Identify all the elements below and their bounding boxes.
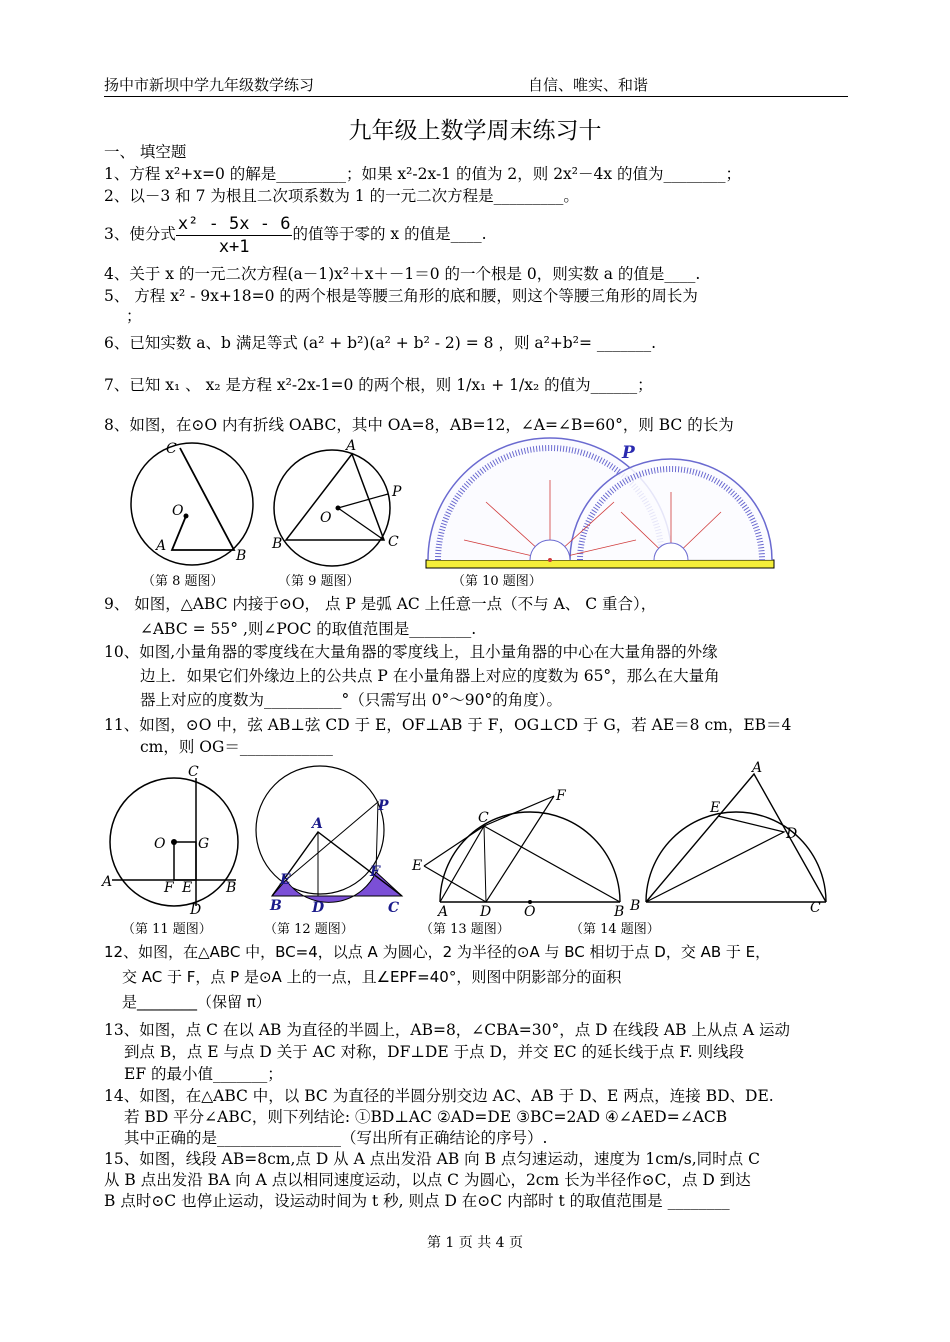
question-3 [104,212,487,258]
question-15-line1: 15、如图，线段 AB=8cm,点 D 从 A 点出发沿 AB 向 B 点匀速运动，速度为 1cm/s,同时点 C [104,1150,760,1168]
question-10-line2: 边上．如果它们外缘边上的公共点 P 在小量角器上对应的度数为 65°，那么在大量角 [140,667,720,685]
figure-13 [410,786,625,920]
f11-label-c: C [188,764,199,780]
f8-label-o: O [172,503,184,519]
header-right: 自信、唯实、和谐 [528,76,649,94]
f13-label-c: C [478,810,489,826]
caption-fig10: （第 10 题图） [452,574,542,589]
header-rule [104,96,848,97]
figure-11 [102,762,242,918]
f8-label-a: A [156,538,167,554]
q3-fraction [176,213,293,258]
f13-label-e: E [412,858,423,874]
f9-label-a: A [346,438,357,454]
f9-label-b: B [272,536,283,552]
figure-9 [268,436,408,566]
question-5-line2: ； [126,307,142,325]
question-12-line2: 交 AC 于 F，点 P 是⊙A 上的一点，且∠EPF=40°，则图中阴影部分的面积 [122,968,622,986]
caption-fig9: （第 9 题图） [278,574,360,589]
q3-denominator: x+1 [218,236,250,257]
f14-label-b: B [630,898,641,914]
question-8: 8、如图，在⊙O 内有折线 OABC，其中 OA=8，AB=12，∠A=∠B=60°，则 BC 的长为 [104,416,734,434]
question-12-line3: 是________（保留 π） [122,993,271,1011]
section-heading: 一、 填空题 [104,143,187,161]
q3-prefix: 3、使分式 [104,225,176,243]
f10-label-p: P [622,443,635,463]
f14-label-c: C [810,900,821,916]
question-9-line2: ∠ABC = 55° ,则∠POC 的取值范围是________. [140,620,477,638]
f11-label-f: F [164,880,174,896]
f13-label-d: D [480,904,492,920]
f12-label-e: E [280,872,291,888]
q3-numerator: x² - 5x - 6 [177,213,291,234]
question-9-line1: 9、 如图，△ABC 内接于⊙O， 点 P 是弧 AC 上任意一点（不与 A、 C 重合）， [104,595,657,613]
figure-10 [426,440,776,570]
base-ruler [426,560,774,568]
question-11-line1: 11、如图，⊙O 中，弦 AB⊥弦 CD 于 E，OF⊥AB 于 F，OG⊥CD 于 G，若 AE＝8 cm，EB＝4 [104,716,792,734]
question-10-line1: 10、如图,小量角器的零度线在大量角器的零度线上，且小量角器的中心在大量角器的外缘 [104,643,718,661]
f13-label-b: B [614,904,625,920]
f12-label-c: C [388,900,400,916]
f11-label-a: A [102,874,113,890]
question-13-line3: EF 的最小值_______； [124,1065,283,1083]
caption-fig14: （第 14 题图） [570,922,660,937]
f12-label-f: F [370,864,380,880]
question-15-line3: B 点时⊙C 也停止运动，设运动时间为 t 秒, 则点 D 在⊙C 内部时 t 的取值范围是 ________ [104,1192,730,1210]
question-10-line3: 器上对应的度数为__________°（只需写出 0°～90°的角度）。 [140,691,563,709]
question-13-line1: 13、如图，点 C 在以 AB 为直径的半圆上，AB=8，∠CBA=30°，点 D 在线段 AB 上从点 A 运动 [104,1021,790,1039]
question-5-line1: 5、 方程 x² - 9x+18=0 的两个根是等腰三角形的底和腰，则这个等腰三角形的周长为 [104,287,698,305]
f9-label-p: P [392,484,402,500]
f14-label-e: E [710,800,721,816]
q3-suffix: 的值等于零的 x 的值是____. [292,225,487,243]
f12-label-b: B [270,898,282,914]
f14-label-a: A [752,760,763,776]
f11-label-d: D [190,902,202,918]
f11-label-g: G [198,836,210,852]
f13-label-o: O [524,904,536,920]
question-2: 2、以－3 和 7 为根且二次项系数为 1 的一元二次方程是_________。 [104,187,579,205]
caption-fig8: （第 8 题图） [142,574,224,589]
header-left: 扬中市新坝中学九年级数学练习 [104,76,315,94]
question-14-line2: 若 BD 平分∠ABC，则下列结论: ①BD⊥AC ②AD=DE ③BC=2AD ④∠AED=∠ACB [124,1108,728,1126]
f11-label-b: B [226,880,237,896]
question-15-line2: 从 B 点出发沿 BA 向 A 点以相同速度运动，以点 C 为圆心，2cm 长为半径作⊙C，点 D 到达 [104,1171,751,1189]
figure-8 [128,438,258,568]
question-14-line3: 其中正确的是________________（写出所有正确结论的序号）. [124,1129,548,1147]
f13-label-f: F [556,788,566,804]
figure-12 [254,762,414,916]
caption-fig11: （第 11 题图） [122,922,212,937]
f8-label-b: B [236,548,247,564]
f11-label-e: E [182,880,193,896]
caption-fig13: （第 13 题图） [420,922,510,937]
page-footer: 第 1 页 共 4 页 [426,1235,524,1251]
question-13-line2: 到点 B，点 E 与点 D 关于 AC 对称，DF⊥DE 于点 D，并交 EC 的延长线于点 F. 则线段 [124,1043,745,1061]
question-14-line1: 14、如图，在△ABC 中，以 BC 为直径的半圆分别交边 AC、AB 于 D、E 两点，连接 BD、DE. [104,1087,774,1105]
question-6: 6、已知实数 a、b 满足等式 (a² + b²)(a² + b² - 2) = 8 ，则 a²+b²= _______. [104,334,657,352]
question-1: 1、方程 x²+x=0 的解是_________；如果 x²-2x-1 的值为 2，则 2x²－4x 的值为________； [104,165,742,183]
question-11-line2: cm，则 OG＝____________ [140,738,333,756]
f14-label-d: D [786,826,798,842]
f11-label-o: O [154,836,166,852]
f13-label-a: A [438,904,449,920]
question-12-line1: 12、如图，在△ABC 中，BC=4，以点 A 为圆心，2 为半径的⊙A 与 BC 相切于点 D，交 AB 于 E， [104,943,771,961]
question-4: 4、关于 x 的一元二次方程(a－1)x²＋x＋－1＝0 的一个根是 0，则实数 a 的值是____. [104,265,701,283]
caption-fig12: （第 12 题图） [264,922,354,937]
f12-label-a: A [312,816,323,832]
f8-label-c: C [166,441,177,457]
f12-label-d: D [312,900,325,916]
f9-label-c: C [388,534,399,550]
figure-14 [624,760,834,916]
question-7: 7、已知 x₁ 、 x₂ 是方程 x²-2x-1=0 的两个根，则 1/x₁ + 1/x₂ 的值为______； [104,376,653,394]
page-title: 九年级上数学周末练习十 [348,118,602,144]
f12-label-p: P [378,798,389,814]
f9-label-o: O [320,510,332,526]
